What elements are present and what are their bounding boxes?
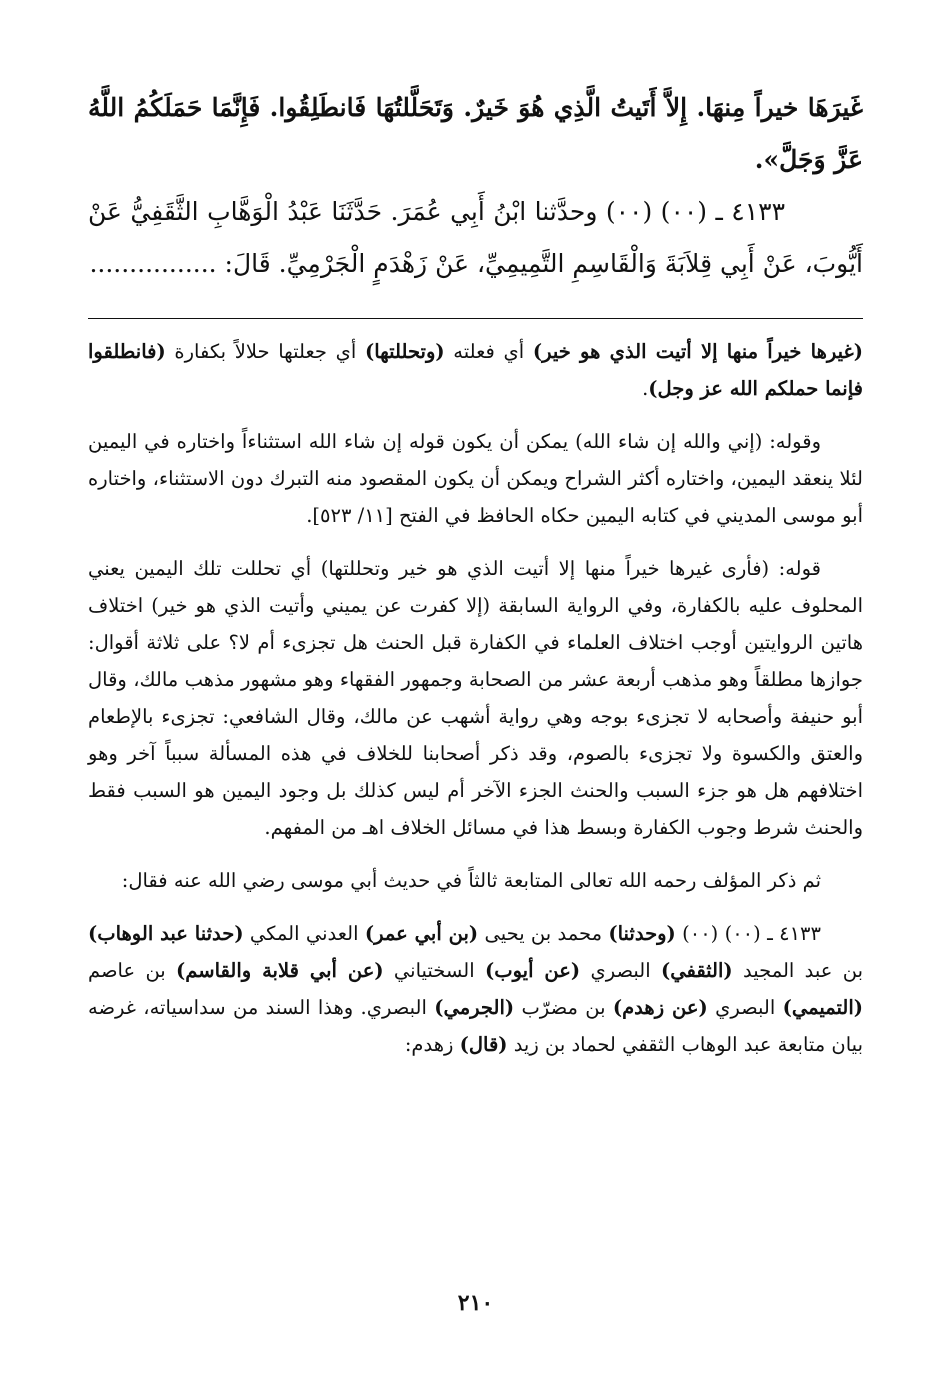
commentary-paragraph-5: ٤١٣٣ ـ (٠٠) (٠٠) (وحدثنا) محمد بن يحيى (بن أبي عمر) العدني المكي (حدثنا عبد الوهاب) بن عبد المجيد (الثقفي) البصري (عن أيوب) السختياني (عن أبي قلابة والقاسم) بن عاصم (التميمي) البصري (عن زهدم) بن مضرّب (الجرمي) البصري. وهذا السند من سداسياته، غرضه بيان متابعة عبد الوهاب الثقفي لحماد بن زيد (قال) زهدم:: [88, 922, 864, 1056]
commentary: [88, 333, 863, 1063]
book-page: [88, 82, 863, 1079]
commentary-paragraph-4: ثم ذكر المؤلف رحمه الله تعالى المتابعة ثالثاً في حديث أبي موسى رضي الله عنه فقال:: [121, 869, 821, 892]
hadith-matn-ending: غَيرَهَا خيراً مِنهَا. إِلاَّ أَتَيتُ الَّذِي هُوَ خَيرٌ. وَتَحَلَّلتُهَا فَانطَلِقُوا. فَإِنَّمَا حَمَلَكُمُ اللَّهُ عَزَّ وَجَلَّ».: [88, 93, 863, 174]
hadith-text: [88, 82, 863, 290]
hadith-isnad: ٤١٣٣ ـ (٠٠) (٠٠) وحدَّثنا ابْنُ أَبِي عُمَرَ. حَدَّثَنَا عَبْدُ الْوَهَّابِ الثَّقَفِيُّ عَنْ أَيُّوبَ، عَنْ أَبِي قِلاَبَةَ وَالْقَاسِمِ التَّمِيمِيِّ، عَنْ زَهْدَمٍ الْجَرْمِيِّ. قَالَ: ................: [88, 197, 863, 278]
commentary-paragraph-1: (غيرها خيراً منها إلا أتيت الذي هو خير) أي فعلته (وتحللتها) أي جعلتها حلالاً بكفارة (فانطلقوا فإنما حملكم الله عز وجل).: [88, 340, 863, 400]
commentary-paragraph-2: وقوله: (إني والله إن شاء الله) يمكن أن يكون قوله إن شاء الله استثناءاً واختاره في اليمين لئلا ينعقد اليمين، واختاره أكثر الشراح ويمكن أن يكون المقصود منه التبرك دون الاستثناء، واختاره أبو موسى المديني في كتابه اليمين حكاه الحافظ في الفتح [١١/ ٥٢٣].: [88, 430, 863, 527]
commentary-paragraph-3: قوله: (فأرى غيرها خيراً منها إلا أتيت الذي هو خير وتحللتها) أي تحللت تلك اليمين يعني المحلوف عليه بالكفارة، وفي الرواية السابقة (إلا كفرت عن يميني وأتيت الذي هو خير) اختلاف هاتين الروايتين أوجب اختلاف العلماء في الكفارة قبل الحنث هل تجزىء أم لا؟ على ثلاثة أقوال: جوازها مطلقاً وهو مذهب أربعة عشر من الصحابة وجمهور الفقهاء وهو مشهور مذهب مالك، وقال أبو حنيفة وأصحابه لا تجزىء بوجه وهي رواية أشهب عن مالك، وقال الشافعي: تجزىء بالإطعام والعتق والكسوة ولا تجزىء بالصوم، وقد ذكر أصحابنا للخلاف في هذه المسألة سبباً آخر وهو اختلافهم هل هو جزء السبب والحنث الجزء الآخر أم ليس كذلك بل وجود اليمين هو السبب فقط والحنث شرط وجوب الكفارة وبسط هذا في مسائل الخلاف اهـ من المفهم.: [88, 557, 863, 839]
footnote-divider: [88, 318, 863, 319]
page-number: ٢١٠: [457, 1290, 494, 1316]
